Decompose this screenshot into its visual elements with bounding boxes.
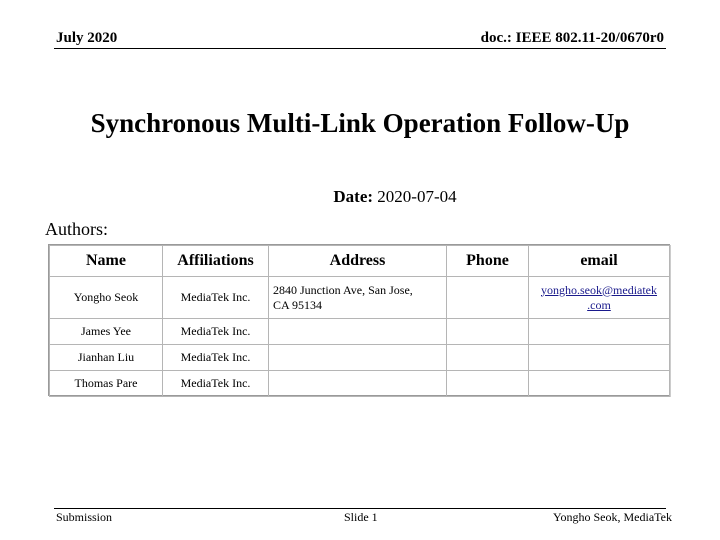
date-value: 2020-07-04 <box>377 187 457 206</box>
cell-affiliation: MediaTek Inc. <box>163 345 269 371</box>
column-header-name: Name <box>50 246 163 277</box>
table-row <box>50 319 670 345</box>
address-line: CA 95134 <box>273 297 323 312</box>
cell-address <box>269 345 447 371</box>
email-link[interactable]: yongho.seok@mediatek <box>540 282 658 297</box>
table-row <box>50 277 670 319</box>
cell-address <box>269 277 447 319</box>
column-header-affiliations: Affiliations <box>163 246 269 277</box>
footer-submission: Submission <box>56 510 113 524</box>
cell-name: Yongho Seok <box>50 277 163 319</box>
header-date: July 2020 <box>56 30 118 46</box>
footer-slide-number: Slide 1 <box>344 510 378 524</box>
footer-rule <box>54 508 666 509</box>
header-doc-id: doc.: IEEE 802.11-20/0670r0 <box>480 30 664 46</box>
column-header-email: email <box>529 246 670 277</box>
authors-table <box>49 245 670 397</box>
cell-name: James Yee <box>50 319 163 345</box>
table-header-row <box>50 246 670 277</box>
cell-address <box>269 371 447 397</box>
cell-address <box>269 319 447 345</box>
authors-table-wrapper <box>48 244 670 396</box>
authors-label: Authors: <box>45 219 108 239</box>
cell-affiliation: MediaTek Inc. <box>163 277 269 319</box>
email-link[interactable]: .com <box>587 297 611 312</box>
cell-name: Jianhan Liu <box>50 345 163 371</box>
cell-email[interactable] <box>529 277 670 319</box>
cell-name: Thomas Pare <box>50 371 163 397</box>
cell-email <box>529 345 670 371</box>
cell-phone <box>447 277 529 319</box>
cell-phone <box>447 371 529 397</box>
footer-author: Yongho Seok, MediaTek <box>553 510 672 524</box>
cell-email <box>529 319 670 345</box>
cell-phone <box>447 319 529 345</box>
column-header-phone: Phone <box>447 246 529 277</box>
address-line: 2840 Junction Ave, San Jose, <box>273 282 413 297</box>
cell-phone <box>447 345 529 371</box>
table-row <box>50 345 670 371</box>
header-rule <box>54 48 666 49</box>
slide-title: Synchronous Multi-Link Operation Follow-Up <box>90 108 630 138</box>
cell-email <box>529 371 670 397</box>
cell-affiliation: MediaTek Inc. <box>163 319 269 345</box>
date-line <box>0 187 720 207</box>
cell-affiliation: MediaTek Inc. <box>163 371 269 397</box>
table-row <box>50 371 670 397</box>
column-header-address: Address <box>269 246 447 277</box>
date-label: Date: <box>333 187 374 206</box>
